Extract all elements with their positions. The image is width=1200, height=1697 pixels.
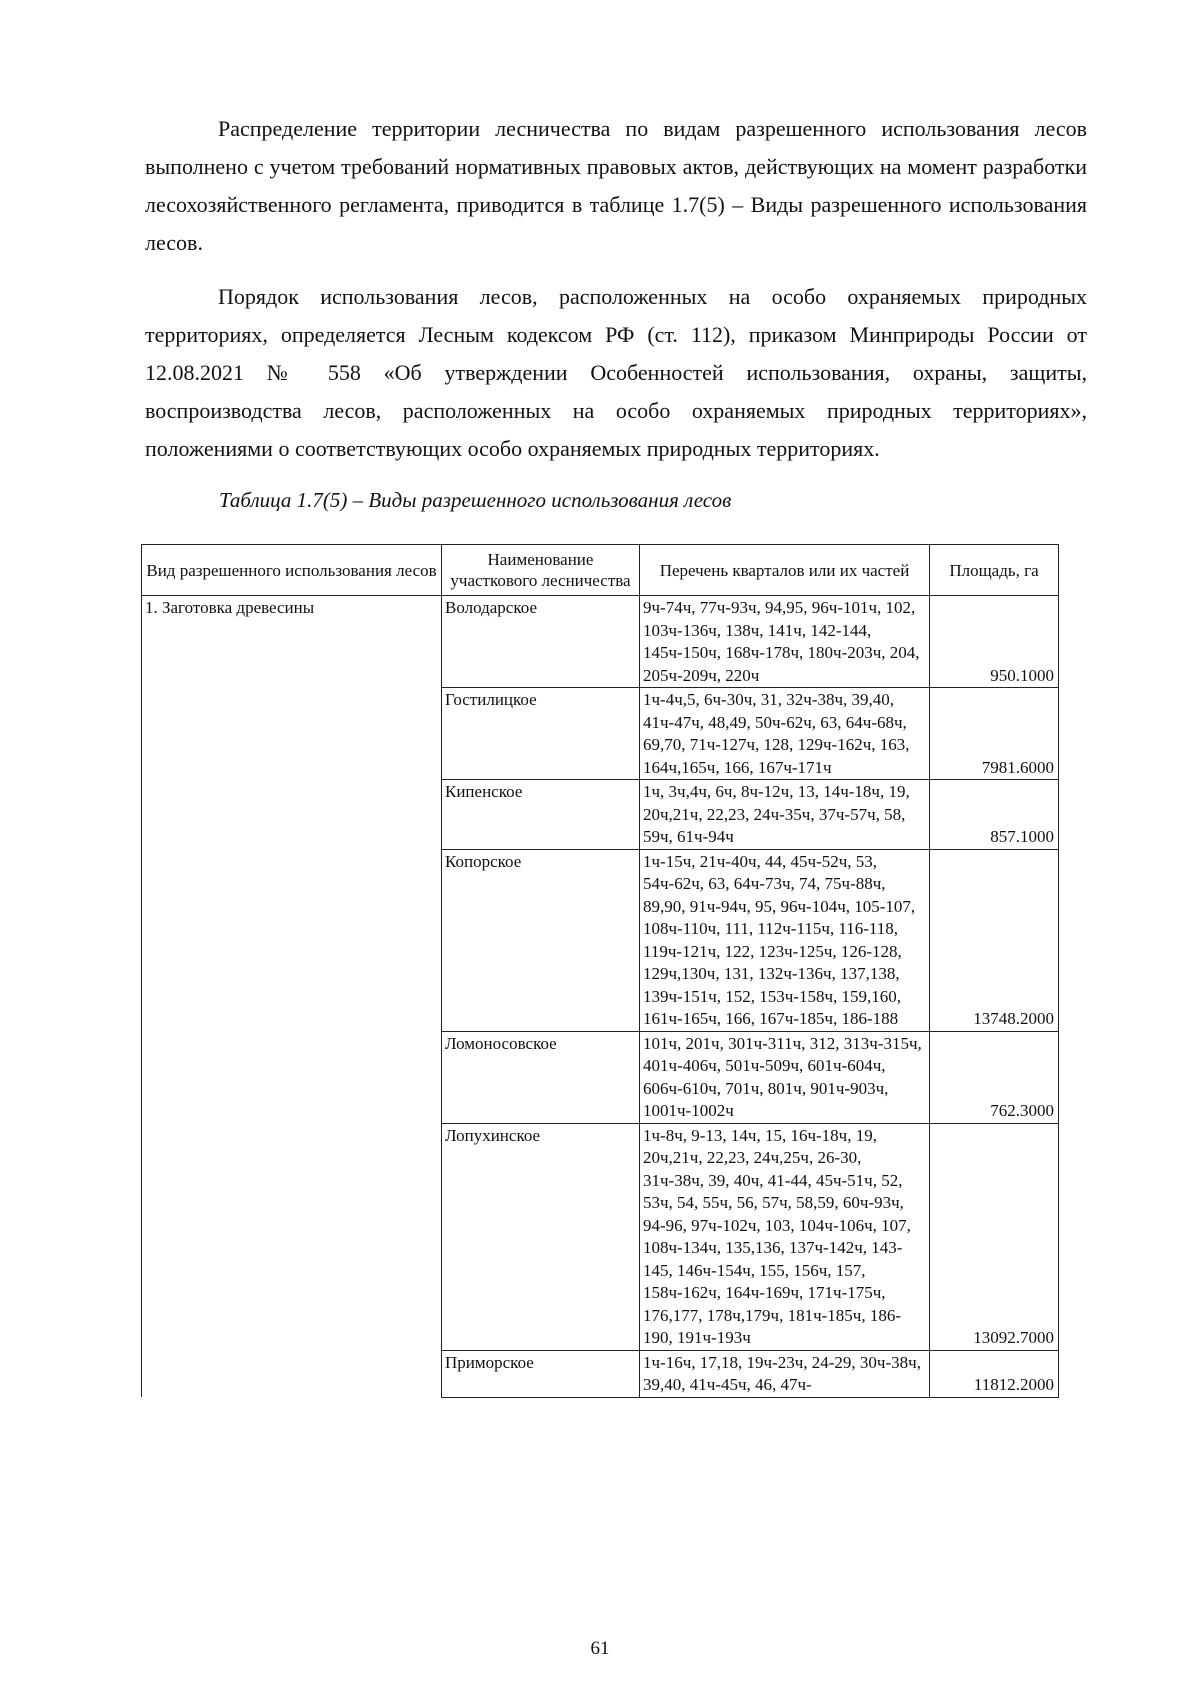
paragraph-protected-areas: Порядок использования лесов, расположенных на особо охраняемых природных территориях, определяется Лесным кодексом РФ (ст. 112), приказом Минприроды России от 12.08.2021 № 558 «Об утверждении Особенностей использования, охраны, защиты, воспроизводства лесов, расположенных на особо охраняемых природных территориях», положениями о соответствующих особо охраняемых природных территориях. bbox=[145, 284, 1087, 461]
use-type-cell-continued bbox=[142, 1123, 442, 1350]
district-cell: Лопухинское bbox=[442, 1123, 640, 1350]
area-cell: 762.3000 bbox=[930, 1031, 1059, 1123]
paragraph-land-distribution: Распределение территории лесничества по видам разрешенного использования лесов выполнено с учетом требований нормативных правовых актов, действующих на момент разработки лесохозяйственного регламента, приводится в таблице 1.7(5) – Виды разрешенного использования лесов. bbox=[145, 116, 1087, 255]
district-cell: Ломоносовское bbox=[442, 1031, 640, 1123]
district-cell: Кипенское bbox=[442, 780, 640, 850]
table-row bbox=[142, 1031, 1059, 1123]
area-cell: 7981.6000 bbox=[930, 688, 1059, 780]
header-district: Наименование участкового лесничества bbox=[442, 545, 640, 596]
permitted-use-table bbox=[141, 544, 1059, 1398]
use-type-cell-continued bbox=[142, 780, 442, 850]
page-number: 61 bbox=[590, 1638, 610, 1659]
district-cell: Гостилицкое bbox=[442, 688, 640, 780]
table-row bbox=[142, 596, 1059, 688]
table-header-row bbox=[142, 545, 1059, 596]
header-use-type: Вид разрешенного использования лесов bbox=[142, 545, 442, 596]
quarters-cell: 1ч-4ч,5, 6ч-30ч, 31, 32ч-38ч, 39,40, 41ч-47ч, 48,49, 50ч-62ч, 63, 64ч-68ч, 69,70, 71ч-127ч, 128, 129ч-162ч, 163, 164ч,165ч, 166, 167ч-171ч bbox=[640, 688, 930, 780]
use-type-cell: 1. Заготовка древесины bbox=[142, 596, 442, 688]
quarters-cell: 101ч, 201ч, 301ч-311ч, 312, 313ч-315ч, 401ч-406ч, 501ч-509ч, 601ч-604ч, 606ч-610ч, 701ч, 801ч, 901ч-903ч, 1001ч-1002ч bbox=[640, 1031, 930, 1123]
district-cell: Володарское bbox=[442, 596, 640, 688]
use-type-cell-continued bbox=[142, 688, 442, 780]
quarters-cell: 1ч-16ч, 17,18, 19ч-23ч, 24-29, 30ч-38ч, 39,40, 41ч-45ч, 46, 47ч- bbox=[640, 1350, 930, 1397]
quarters-cell: 1ч-8ч, 9-13, 14ч, 15, 16ч-18ч, 19, 20ч,21ч, 22,23, 24ч,25ч, 26-30, 31ч-38ч, 39, 40ч, 41-44, 45ч-51ч, 52, 53ч, 54, 55ч, 56, 57ч, 58,59, 60ч-93ч, 94-96, 97ч-102ч, 103, 104ч-106ч, 107, 108ч-134ч, 135,136, 137ч-142ч, 143-145, 146ч-154ч, 155, 156ч, 157, 158ч-162ч, 164ч-169ч, 171ч-175ч, 176,177, 178ч,179ч, 181ч-185ч, 186-190, 191ч-193ч bbox=[640, 1123, 930, 1350]
quarters-cell: 1ч, 3ч,4ч, 6ч, 8ч-12ч, 13, 14ч-18ч, 19, 20ч,21ч, 22,23, 24ч-35ч, 37ч-57ч, 58, 59ч, 61ч-94ч bbox=[640, 780, 930, 850]
use-type-cell-continued bbox=[142, 1350, 442, 1397]
quarters-cell: 1ч-15ч, 21ч-40ч, 44, 45ч-52ч, 53, 54ч-62ч, 63, 64ч-73ч, 74, 75ч-88ч, 89,90, 91ч-94ч, 95, 96ч-104ч, 105-107, 108ч-110ч, 111, 112ч-115ч, 116-118, 119ч-121ч, 122, 123ч-125ч, 126-128, 129ч,130ч, 131, 132ч-136ч, 137,138, 139ч-151ч, 152, 153ч-158ч, 159,160, 161ч-165ч, 166, 167ч-185ч, 186-188 bbox=[640, 849, 930, 1031]
table-caption: Таблица 1.7(5) – Виды разрешенного использования лесов bbox=[219, 488, 732, 512]
area-cell: 11812.2000 bbox=[930, 1350, 1059, 1397]
table-row bbox=[142, 1350, 1059, 1397]
district-cell: Приморское bbox=[442, 1350, 640, 1397]
area-cell: 13092.7000 bbox=[930, 1123, 1059, 1350]
use-type-cell-continued bbox=[142, 849, 442, 1031]
table-row bbox=[142, 780, 1059, 850]
use-type-cell-continued bbox=[142, 1031, 442, 1123]
table-row bbox=[142, 1123, 1059, 1350]
header-area: Площадь, га bbox=[930, 545, 1059, 596]
area-cell: 857.1000 bbox=[930, 780, 1059, 850]
table-row bbox=[142, 849, 1059, 1031]
quarters-cell: 9ч-74ч, 77ч-93ч, 94,95, 96ч-101ч, 102, 103ч-136ч, 138ч, 141ч, 142-144, 145ч-150ч, 168ч-178ч, 180ч-203ч, 204, 205ч-209ч, 220ч bbox=[640, 596, 930, 688]
header-quarters: Перечень кварталов или их частей bbox=[640, 545, 930, 596]
table-row bbox=[142, 688, 1059, 780]
area-cell: 13748.2000 bbox=[930, 849, 1059, 1031]
district-cell: Копорское bbox=[442, 849, 640, 1031]
area-cell: 950.1000 bbox=[930, 596, 1059, 688]
